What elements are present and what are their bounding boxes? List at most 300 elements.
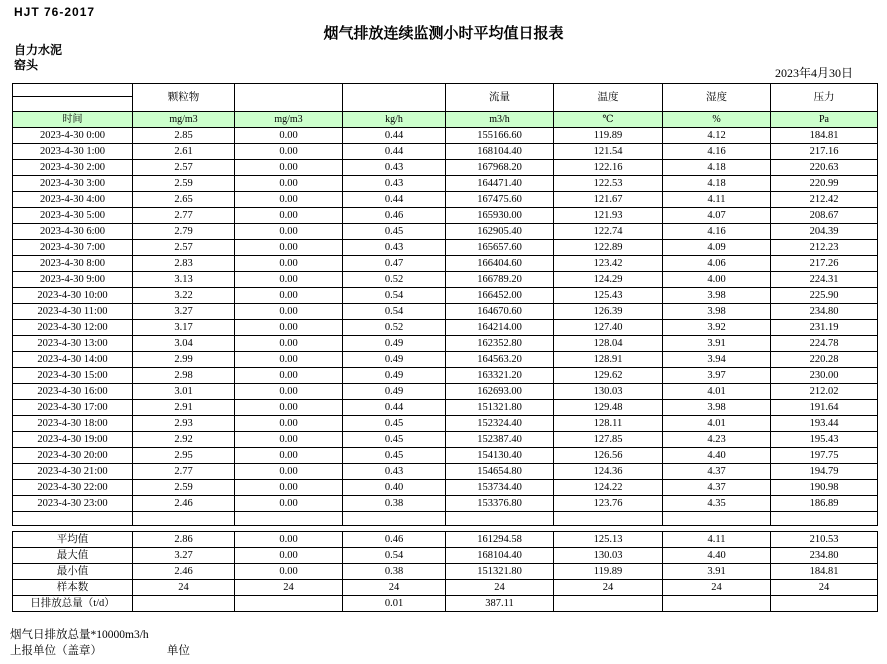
cell <box>663 512 771 526</box>
cell: 125.13 <box>554 532 663 548</box>
table-row <box>13 272 878 288</box>
cell: 129.62 <box>554 368 663 384</box>
cell: 2.77 <box>133 464 235 480</box>
table-row <box>13 320 878 336</box>
cell: 最小值 <box>13 564 133 580</box>
unit-kg-h: kg/h <box>343 112 446 128</box>
cell: 194.79 <box>771 464 878 480</box>
unit-label: 单位 <box>166 645 190 657</box>
cell: 119.89 <box>554 564 663 580</box>
cell: 0.00 <box>235 272 343 288</box>
cell: 212.02 <box>771 384 878 400</box>
company-name: 自力水泥 <box>14 43 63 57</box>
empty-row <box>13 512 878 526</box>
cell: 2023-4-30 0:00 <box>13 128 133 144</box>
cell: 127.40 <box>554 320 663 336</box>
cell: 4.09 <box>663 240 771 256</box>
cell: 123.42 <box>554 256 663 272</box>
cell: 162693.00 <box>446 384 554 400</box>
cell: 0.54 <box>343 288 446 304</box>
cell: 2.92 <box>133 432 235 448</box>
cell: 197.75 <box>771 448 878 464</box>
cell: 121.93 <box>554 208 663 224</box>
cell: 4.37 <box>663 480 771 496</box>
cell: 124.22 <box>554 480 663 496</box>
cell: 2023-4-30 3:00 <box>13 176 133 192</box>
table-row <box>13 368 878 384</box>
cell: 0.00 <box>235 320 343 336</box>
cell: 0.52 <box>343 320 446 336</box>
table-row <box>13 384 878 400</box>
cell: 128.11 <box>554 416 663 432</box>
cell: 2023-4-30 11:00 <box>13 304 133 320</box>
cell: 151321.80 <box>446 564 554 580</box>
report-unit-label: 上报单位（盖章） <box>10 645 102 657</box>
cell <box>133 596 235 612</box>
cell: 166452.00 <box>446 288 554 304</box>
cell <box>771 596 878 612</box>
cell: 184.81 <box>771 128 878 144</box>
cell: 0.47 <box>343 256 446 272</box>
cell: 224.78 <box>771 336 878 352</box>
cell: 0.00 <box>235 304 343 320</box>
cell: 2023-4-30 2:00 <box>13 160 133 176</box>
cell: 186.89 <box>771 496 878 512</box>
summary-table <box>12 531 878 612</box>
cell: 3.04 <box>133 336 235 352</box>
cell: 3.98 <box>663 400 771 416</box>
cell: 220.99 <box>771 176 878 192</box>
time-header-lower-cell <box>13 97 133 112</box>
cell: 121.54 <box>554 144 663 160</box>
cell: 2023-4-30 7:00 <box>13 240 133 256</box>
unit-header-row <box>13 112 878 128</box>
cell: 24 <box>235 580 343 596</box>
cell: 3.17 <box>133 320 235 336</box>
cell: 161294.58 <box>446 532 554 548</box>
cell: 0.45 <box>343 224 446 240</box>
cell: 154130.40 <box>446 448 554 464</box>
cell: 4.16 <box>663 224 771 240</box>
cell: 0.49 <box>343 352 446 368</box>
cell: 2023-4-30 22:00 <box>13 480 133 496</box>
cell: 4.12 <box>663 128 771 144</box>
cell: 2023-4-30 6:00 <box>13 224 133 240</box>
cell: 2023-4-30 8:00 <box>13 256 133 272</box>
cell: 2023-4-30 15:00 <box>13 368 133 384</box>
cell: 122.74 <box>554 224 663 240</box>
cell: 190.98 <box>771 480 878 496</box>
cell: 0.00 <box>235 176 343 192</box>
cell: 24 <box>663 580 771 596</box>
cell <box>133 512 235 526</box>
cell: 0.00 <box>235 208 343 224</box>
cell: 2023-4-30 23:00 <box>13 496 133 512</box>
cell: 0.44 <box>343 192 446 208</box>
cell: 平均值 <box>13 532 133 548</box>
cell: 122.89 <box>554 240 663 256</box>
hourly-data-table <box>12 83 878 526</box>
cell: 164214.00 <box>446 320 554 336</box>
cell: 210.53 <box>771 532 878 548</box>
cell: 4.11 <box>663 192 771 208</box>
cell: 0.52 <box>343 272 446 288</box>
cell: 220.63 <box>771 160 878 176</box>
table-row <box>13 416 878 432</box>
cell: 0.00 <box>235 496 343 512</box>
cell: 0.00 <box>235 288 343 304</box>
time-header-upper-cell <box>13 84 133 97</box>
table-row <box>13 176 878 192</box>
summary-row <box>13 564 878 580</box>
cell: 231.19 <box>771 320 878 336</box>
cell: 0.43 <box>343 240 446 256</box>
cell: 3.22 <box>133 288 235 304</box>
cell: 0.46 <box>343 532 446 548</box>
cell: 0.00 <box>235 192 343 208</box>
cell: 日排放总量（t/d） <box>13 596 133 612</box>
cell: 4.35 <box>663 496 771 512</box>
cell: 2.79 <box>133 224 235 240</box>
cell: 4.07 <box>663 208 771 224</box>
unit-mg-m3-1: mg/m3 <box>133 112 235 128</box>
cell: 154654.80 <box>446 464 554 480</box>
cell: 220.28 <box>771 352 878 368</box>
table-row <box>13 400 878 416</box>
cell: 2.83 <box>133 256 235 272</box>
cell: 0.00 <box>235 224 343 240</box>
cell: 155166.60 <box>446 128 554 144</box>
cell: 195.43 <box>771 432 878 448</box>
cell: 2.61 <box>133 144 235 160</box>
cell: 2023-4-30 14:00 <box>13 352 133 368</box>
table-row <box>13 208 878 224</box>
cell: 3.91 <box>663 564 771 580</box>
cell: 4.00 <box>663 272 771 288</box>
cell <box>663 596 771 612</box>
cell: 128.91 <box>554 352 663 368</box>
cell: 2.57 <box>133 160 235 176</box>
table-row <box>13 240 878 256</box>
cell: 191.64 <box>771 400 878 416</box>
cell: 24 <box>343 580 446 596</box>
cell: 4.18 <box>663 176 771 192</box>
cell: 0.54 <box>343 304 446 320</box>
cell: 4.40 <box>663 448 771 464</box>
cell: 2023-4-30 20:00 <box>13 448 133 464</box>
cell: 164563.20 <box>446 352 554 368</box>
cell: 0.43 <box>343 160 446 176</box>
cell: 4.01 <box>663 416 771 432</box>
cell: 2.99 <box>133 352 235 368</box>
cell <box>446 512 554 526</box>
cell: 4.11 <box>663 532 771 548</box>
cell: 2.57 <box>133 240 235 256</box>
cell: 2023-4-30 17:00 <box>13 400 133 416</box>
cell: 2023-4-30 13:00 <box>13 336 133 352</box>
cell: 0.00 <box>235 432 343 448</box>
table-row <box>13 480 878 496</box>
cell: 24 <box>446 580 554 596</box>
cell: 3.94 <box>663 352 771 368</box>
cell: 0.49 <box>343 384 446 400</box>
cell: 2.46 <box>133 496 235 512</box>
cell: 0.00 <box>235 128 343 144</box>
cell: 193.44 <box>771 416 878 432</box>
cell <box>235 596 343 612</box>
cell: 4.06 <box>663 256 771 272</box>
cell: 0.49 <box>343 336 446 352</box>
table-row <box>13 128 878 144</box>
cell: 126.39 <box>554 304 663 320</box>
cell: 2023-4-30 16:00 <box>13 384 133 400</box>
table-row <box>13 432 878 448</box>
cell: 24 <box>133 580 235 596</box>
unit-pa: Pa <box>771 112 878 128</box>
unit-m3-h: m3/h <box>446 112 554 128</box>
cell: 0.00 <box>235 352 343 368</box>
cell: 162905.40 <box>446 224 554 240</box>
cell: 4.18 <box>663 160 771 176</box>
cell: 24 <box>554 580 663 596</box>
standard-code: HJT 76-2017 <box>14 5 96 19</box>
summary-row <box>13 548 878 564</box>
cell: 0.45 <box>343 416 446 432</box>
cell: 224.31 <box>771 272 878 288</box>
cell: 2023-4-30 19:00 <box>13 432 133 448</box>
cell: 2.85 <box>133 128 235 144</box>
cell: 2.59 <box>133 480 235 496</box>
report-title: 烟气排放连续监测小时平均值日报表 <box>323 26 564 42</box>
cell: 0.00 <box>235 400 343 416</box>
cell: 124.36 <box>554 464 663 480</box>
cell: 0.45 <box>343 448 446 464</box>
report-date: 2023年4月30日 <box>774 66 853 80</box>
cell: 212.42 <box>771 192 878 208</box>
table-row <box>13 288 878 304</box>
cell: 2023-4-30 12:00 <box>13 320 133 336</box>
cell: 0.00 <box>235 416 343 432</box>
cell: 234.80 <box>771 548 878 564</box>
cell: 168104.40 <box>446 144 554 160</box>
cell: 0.43 <box>343 176 446 192</box>
cell: 167475.60 <box>446 192 554 208</box>
cell: 2023-4-30 21:00 <box>13 464 133 480</box>
cell: 0.44 <box>343 128 446 144</box>
col-group-particulate: 颗粒物 <box>133 84 235 112</box>
cell: 127.85 <box>554 432 663 448</box>
table-row <box>13 304 878 320</box>
cell: 4.16 <box>663 144 771 160</box>
header-group-row <box>13 84 878 97</box>
cell: 2.65 <box>133 192 235 208</box>
cell: 3.98 <box>663 288 771 304</box>
cell: 128.04 <box>554 336 663 352</box>
cell: 122.16 <box>554 160 663 176</box>
table-row <box>13 256 878 272</box>
col-group-temperature: 温度 <box>554 84 663 112</box>
cell: 0.00 <box>235 240 343 256</box>
cell: 4.40 <box>663 548 771 564</box>
cell: 0.00 <box>235 256 343 272</box>
cell: 24 <box>771 580 878 596</box>
cell: 2.93 <box>133 416 235 432</box>
cell: 126.56 <box>554 448 663 464</box>
unit-percent: % <box>663 112 771 128</box>
cell: 最大值 <box>13 548 133 564</box>
cell: 230.00 <box>771 368 878 384</box>
col-group-flow: 流量 <box>446 84 554 112</box>
cell: 2023-4-30 1:00 <box>13 144 133 160</box>
cell: 152387.40 <box>446 432 554 448</box>
cell: 2.86 <box>133 532 235 548</box>
col-group-blank-1 <box>235 84 343 112</box>
cell: 234.80 <box>771 304 878 320</box>
cell: 3.97 <box>663 368 771 384</box>
cell: 204.39 <box>771 224 878 240</box>
cell <box>235 512 343 526</box>
cell: 166404.60 <box>446 256 554 272</box>
cell: 0.00 <box>235 368 343 384</box>
col-group-blank-2 <box>343 84 446 112</box>
cell: 167968.20 <box>446 160 554 176</box>
cell: 208.67 <box>771 208 878 224</box>
table-area <box>12 83 877 612</box>
cell: 130.03 <box>554 384 663 400</box>
summary-row <box>13 596 878 612</box>
cell: 129.48 <box>554 400 663 416</box>
flow-total-note: 烟气日排放总量*10000m3/h <box>10 629 149 641</box>
cell: 125.43 <box>554 288 663 304</box>
cell: 0.49 <box>343 368 446 384</box>
summary-row <box>13 532 878 548</box>
cell: 0.00 <box>235 384 343 400</box>
cell: 152324.40 <box>446 416 554 432</box>
cell: 4.37 <box>663 464 771 480</box>
cell: 2023-4-30 9:00 <box>13 272 133 288</box>
cell: 387.11 <box>446 596 554 612</box>
cell: 0.00 <box>235 464 343 480</box>
cell: 184.81 <box>771 564 878 580</box>
cell: 122.53 <box>554 176 663 192</box>
col-group-pressure: 压力 <box>771 84 878 112</box>
summary-row <box>13 580 878 596</box>
cell: 2.77 <box>133 208 235 224</box>
table-row <box>13 336 878 352</box>
cell: 0.00 <box>235 336 343 352</box>
cell: 0.00 <box>235 448 343 464</box>
cell <box>771 512 878 526</box>
cell: 2.95 <box>133 448 235 464</box>
cell: 2.91 <box>133 400 235 416</box>
cell: 0.00 <box>235 160 343 176</box>
table-row <box>13 464 878 480</box>
monitoring-point: 窑头 <box>14 58 39 72</box>
cell: 165930.00 <box>446 208 554 224</box>
cell: 168104.40 <box>446 548 554 564</box>
cell: 2.98 <box>133 368 235 384</box>
cell: 3.01 <box>133 384 235 400</box>
cell: 166789.20 <box>446 272 554 288</box>
table-row <box>13 160 878 176</box>
cell: 164471.40 <box>446 176 554 192</box>
time-column-header: 时间 <box>13 112 133 128</box>
cell: 0.38 <box>343 564 446 580</box>
cell: 3.92 <box>663 320 771 336</box>
table-row <box>13 224 878 240</box>
cell <box>554 596 663 612</box>
cell: 3.13 <box>133 272 235 288</box>
cell: 4.23 <box>663 432 771 448</box>
cell: 119.89 <box>554 128 663 144</box>
cell: 样本数 <box>13 580 133 596</box>
cell: 3.27 <box>133 548 235 564</box>
table-row <box>13 192 878 208</box>
footer-line <box>10 642 190 658</box>
cell: 0.00 <box>235 548 343 564</box>
cell: 0.40 <box>343 480 446 496</box>
cell: 165657.60 <box>446 240 554 256</box>
cell: 212.23 <box>771 240 878 256</box>
unit-celsius: ℃ <box>554 112 663 128</box>
table-row <box>13 144 878 160</box>
cell: 2.59 <box>133 176 235 192</box>
cell: 225.90 <box>771 288 878 304</box>
cell: 151321.80 <box>446 400 554 416</box>
col-group-humidity: 湿度 <box>663 84 771 112</box>
cell: 0.45 <box>343 432 446 448</box>
table-row <box>13 448 878 464</box>
cell: 2023-4-30 18:00 <box>13 416 133 432</box>
cell: 0.00 <box>235 564 343 580</box>
cell: 0.00 <box>235 144 343 160</box>
cell: 163321.20 <box>446 368 554 384</box>
cell: 0.46 <box>343 208 446 224</box>
cell: 153734.40 <box>446 480 554 496</box>
cell: 0.01 <box>343 596 446 612</box>
cell: 3.98 <box>663 304 771 320</box>
cell: 3.27 <box>133 304 235 320</box>
cell: 4.01 <box>663 384 771 400</box>
cell: 2.46 <box>133 564 235 580</box>
cell: 0.00 <box>235 480 343 496</box>
cell <box>343 512 446 526</box>
cell: 0.00 <box>235 532 343 548</box>
cell: 217.16 <box>771 144 878 160</box>
cell <box>13 512 133 526</box>
cell: 164670.60 <box>446 304 554 320</box>
cell: 123.76 <box>554 496 663 512</box>
cell: 153376.80 <box>446 496 554 512</box>
table-row <box>13 496 878 512</box>
cell: 0.38 <box>343 496 446 512</box>
cell: 121.67 <box>554 192 663 208</box>
cell: 217.26 <box>771 256 878 272</box>
cell: 2023-4-30 10:00 <box>13 288 133 304</box>
cell: 162352.80 <box>446 336 554 352</box>
cell: 0.43 <box>343 464 446 480</box>
cell: 0.54 <box>343 548 446 564</box>
cell: 2023-4-30 4:00 <box>13 192 133 208</box>
cell: 0.44 <box>343 400 446 416</box>
cell: 2023-4-30 5:00 <box>13 208 133 224</box>
table-row <box>13 352 878 368</box>
cell <box>554 512 663 526</box>
cell: 130.03 <box>554 548 663 564</box>
cell: 3.91 <box>663 336 771 352</box>
cell: 124.29 <box>554 272 663 288</box>
unit-mg-m3-2: mg/m3 <box>235 112 343 128</box>
